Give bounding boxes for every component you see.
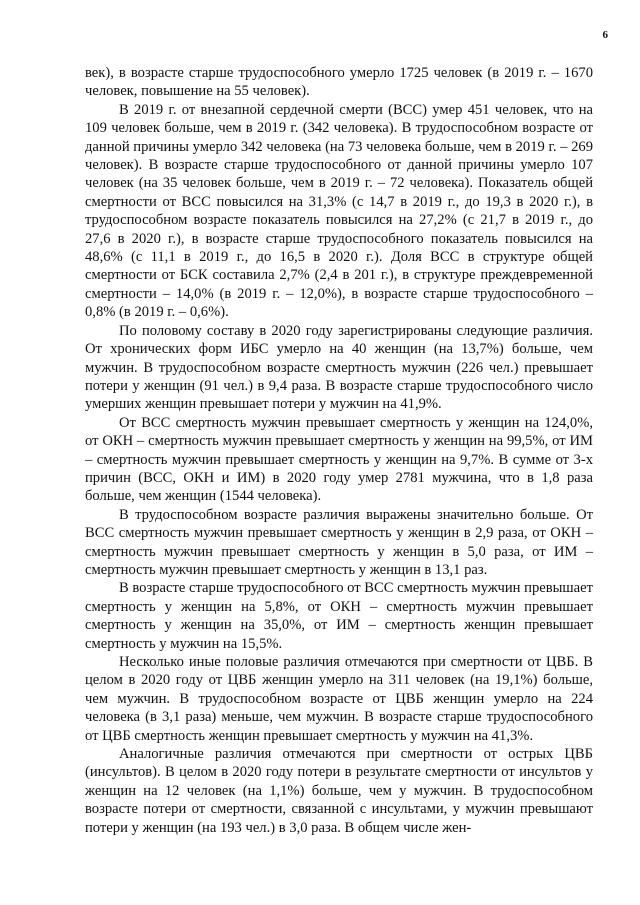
- paragraph-5: В трудоспособном возрасте различия выражены значительно больше. От ВСС смертность мужчин превышает смертность у женщин в 2,9 раза, от ОКН – смертность мужчин превышает смертность у женщин в 5,0 раза, от ИМ – смертность мужчин превышает смертность у женщин в 13,1 раз.: [85, 506, 593, 578]
- body-text: [85, 64, 593, 837]
- paragraph-8: Аналогичные различия отмечаются при смертности от острых ЦВБ (инсультов). В целом в 2020 году потери в результате смертности от инсультов у женщин на 12 человек (на 1,1%) больше, чем у мужчин. В трудоспособном возрасте потери от смертности, связанной с инсультами, у мужчин превышают потери у женщин (на 193 чел.) в 3,0 раза. В общем числе жен-: [85, 746, 593, 836]
- page-number: 6: [602, 29, 608, 41]
- paragraph-4: От ВСС смертность мужчин превышает смертность у женщин на 124,0%, от ОКН – смертность мужчин превышает смертность у женщин на 99,5%, от ИМ – смертность мужчин превышает смертность у женщин на 9,7%. В сумме от 3-х причин (ВСС, ОКН и ИМ) в 2020 году умер 2781 мужчина, что в 1,8 раза больше, чем женщин (1544 человека).: [85, 414, 593, 505]
- paragraph-2: В 2019 г. от внезапной сердечной смерти (ВСС) умер 451 человек, что на 109 человек больше, чем в 2019 г. (342 человека). В трудоспособном возрасте от данной причины умерло 342 человека (на 73 человека больше, чем в 2019 г. – 269 человек). В возрасте старше трудоспособного от данной причины умерло 107 человек (на 35 человек больше, чем в 2019 г. – 72 человека). Показатель общей смертности от ВСС повысился на 31,3% (с 14,7 в 2019 г., до 19,3 в 2020 г.), в трудоспособном возрасте показатель повысился на 27,2% (с 21,7 в 2019 г., до 27,6 в 2020 г.), в возрасте старше трудоспособного показатель повысился на 48,6% (с 11,1 в 2019 г., до 16,5 в 2020 г.). Доля ВСС в структуре общей смертности от БСК составила 2,7% (2,4 в 201 г.), в структуре преждевременной смертности – 14,0% (в 2019 г. – 12,0%), в возрасте старше трудоспособного – 0,8% (в 2019 г. – 0,6%).: [85, 101, 593, 321]
- paragraph-3: По половому составу в 2020 году зарегистрированы следующие различия. От хронических форм ИБС умерло на 40 женщин (на 13,7%) больше, чем мужчин. В трудоспособном возрасте смертность мужчин (226 чел.) превышает потери у женщин (91 чел.) в 9,4 раза. В возрасте старше трудоспособного число умерших женщин превышает потери у мужчин на 41,9%.: [85, 322, 593, 413]
- paragraph-1: век), в возрасте старше трудоспособного умерло 1725 человек (в 2019 г. – 1670 человек, повышение на 55 человек).: [85, 65, 593, 100]
- paragraph-7: Несколько иные половые различия отмечаются при смертности от ЦВБ. В целом в 2020 году от ЦВБ женщин умерло на 311 человек (на 19,1%) больше, чем мужчин. В трудоспособном возрасте от ЦВБ женщин умерло на 224 человека (в 3,1 раза) меньше, чем мужчин. В возрасте старше трудоспособного от ЦВБ смертность женщин превышает смертность у мужчин на 41,3%.: [85, 654, 593, 744]
- paragraph-6: В возрасте старше трудоспособного от ВСС смертность мужчин превышает смертность у женщин на 5,8%, от ОКН – смертность мужчин превышает смертность у женщин на 35,0%, от ИМ – смертность женщин превышает смертность у мужчин на 15,5%.: [85, 580, 593, 652]
